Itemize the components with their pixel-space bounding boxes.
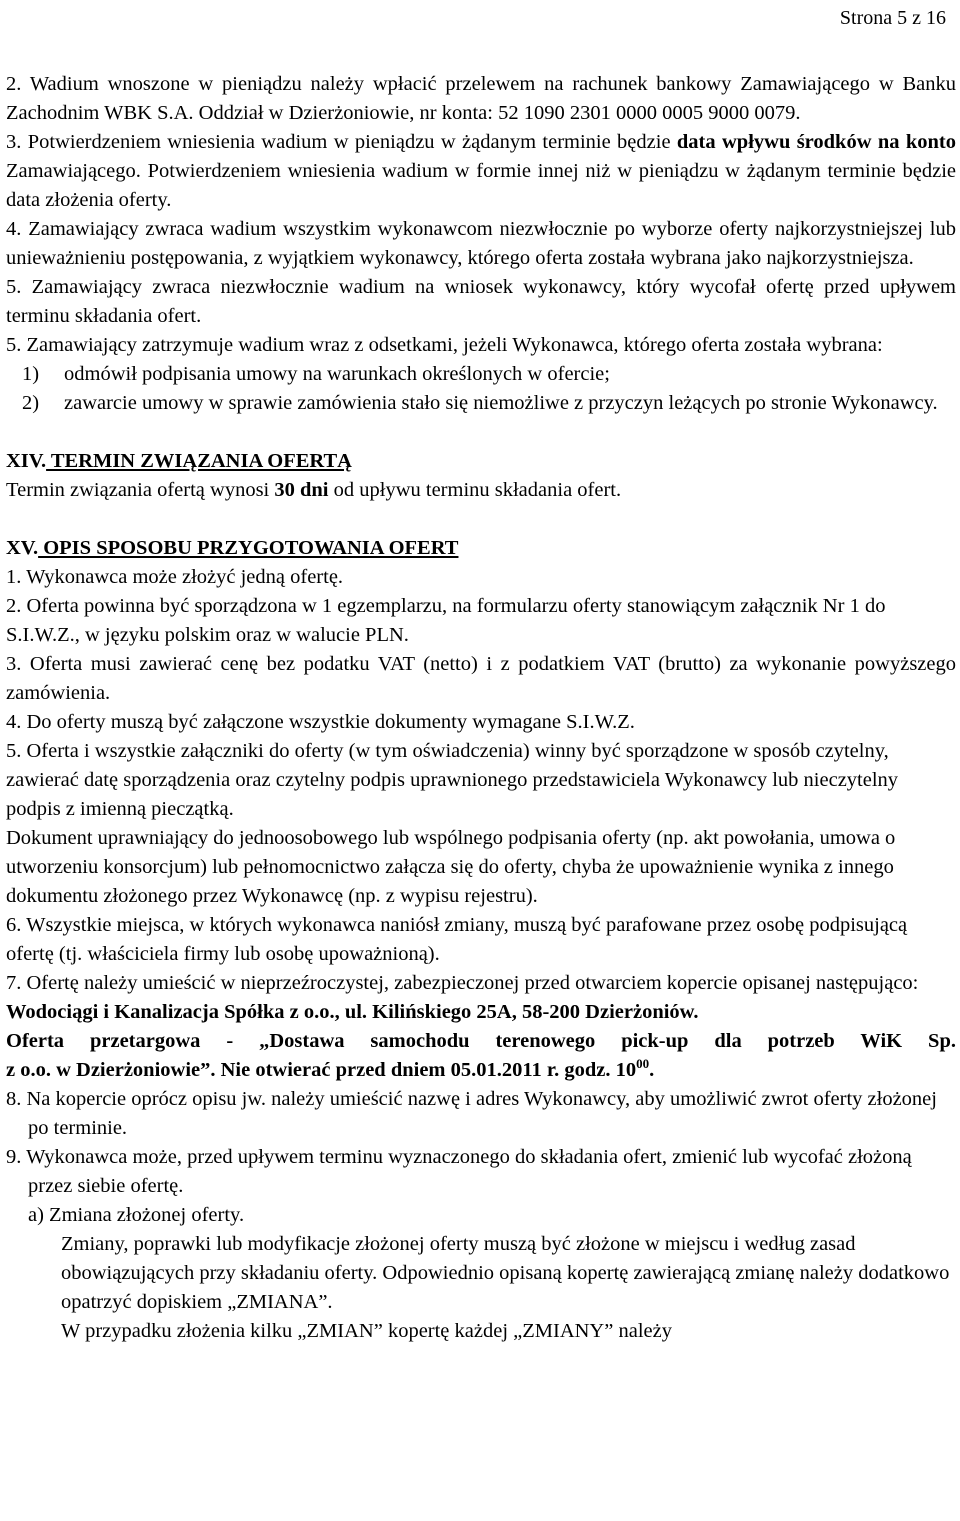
envelope-offer-line-1: Oferta przetargowa - „Dostawa samochodu terenowego pick-up dla potrzeb WiK Sp. [6,1030,956,1052]
section-15-point-8: 8. Na kopercie oprócz opisu jw. należy umieścić nazwę i adres Wykonawcy, aby umożliwić zwrot oferty złożonej po terminie. [6,1088,937,1139]
wadium-point-5b: 5. Zamawiający zatrzymuje wadium wraz z odsetkami, jeżeli Wykonawca, którego oferta została wybrana: [6,334,883,356]
wadium-point-4: 4. Zamawiający zwraca wadium wszystkim wykonawcom niezwłocznie po wyborze oferty najkorzystniejszej lub unieważnieniu postępowania, z wyjątkiem wykonawcy, którego oferta została wybrana jako najkorzystniejsza. [6,218,956,269]
list-item-text: zawarcie umowy w sprawie zamówienia stało się niemożliwe z przyczyn leżących po stronie Wykonawcy. [64,392,938,414]
section-14-number: XIV. [6,450,47,472]
section-14-text-c: od upływu terminu składania ofert. [328,479,622,501]
wadium-list-item-2 [6,389,956,418]
list-item-number: 1) [22,363,40,385]
section-14-title: TERMIN ZWIĄZANIA OFERTĄ [46,450,352,472]
section-14-text [6,476,956,505]
section-15-point-2: 2. Oferta powinna być sporządzona w 1 egzemplarzu, na formularzu oferty stanowiącym załącznik Nr 1 do S.I.W.Z., w języku polskim oraz w walucie PLN. [6,595,886,646]
section-15-point-9a-last: W przypadku złożenia kilku „ZMIAN” kopertę każdej „ZMIANY” należy [61,1320,672,1342]
wadium-list-item-1 [6,360,956,389]
section-15-number: XV. [6,537,39,559]
section-15-point-9a: a) Zmiana złożonej oferty. [28,1204,245,1226]
section-14-text-a: Termin związania ofertą wynosi [6,479,275,501]
wadium-point-3-text-a: 3. Potwierdzeniem wniesienia wadium w pieniądzu w żądanym terminie będzie [6,131,677,153]
section-15-point-3: 3. Oferta musi zawierać cenę bez podatku VAT (netto) i z podatkiem VAT (brutto) za wykonanie powyższego zamówienia. [6,653,956,704]
envelope-offer-end: . [649,1059,655,1081]
section-14-days: 30 dni [274,479,329,501]
section-14-heading [6,447,956,476]
section-15-point-5-document: Dokument uprawniający do jednoosobowego lub wspólnego podpisania oferty (np. akt powołania, umowa o utworzeniu konsorcjum) lub pełnomocnictwo załącza się do oferty, chyba że upoważnienie wynika z innego dokumentu złożonego przez Wykonawcę (np. z wypisu rejestru). [6,827,896,907]
list-item-number: 2) [22,392,40,414]
section-15-title: OPIS SPOSOBU PRZYGOTOWANIA OFERT [38,537,459,559]
section-15-point-9: 9. Wykonawca może, przed upływem terminu wyznaczonego do składania ofert, zmienić lub wycofać złożoną przez siebie ofertę. [6,1146,912,1197]
wadium-point-3-text-c: Zamawiającego. Potwierdzeniem wniesienia wadium w formie innej niż w pieniądzu w żądanym terminie będzie data złożenia oferty. [6,160,956,211]
section-15-heading [6,534,956,563]
list-item-text: odmówił podpisania umowy na warunkach określonych w ofercie; [64,363,610,385]
section-15-point-5: 5. Oferta i wszystkie załączniki do oferty (w tym oświadczenia) winny być sporządzone w sposób czytelny, zawierać datę sporządzenia oraz czytelny podpis uprawnionego przedstawiciela Wykonawcy lub nieczytelny podpis z imienną pieczątką. [6,740,899,820]
section-15-point-9a-text: Zmiany, poprawki lub modyfikacje złożonej oferty muszą być złożone w miejscu i według zasad obowiązujących przy składaniu oferty. Odpowiednio opisaną kopertę zawierającą zmianę należy dodatkowo opatrzyć dopiskiem „ZMIANA”. [61,1233,950,1313]
document-body [6,70,956,1346]
envelope-offer-minutes: 00 [636,1056,650,1072]
section-15-point-1: 1. Wykonawca może złożyć jedną ofertę. [6,566,344,588]
section-15-point-7: 7. Ofertę należy umieścić w nieprzeźroczystej, zabezpieczonej przed otwarciem kopercie opisanej następująco: [6,972,919,994]
wadium-point-2: 2. Wadium wnoszone w pieniądzu należy wpłacić przelewem na rachunek bankowy Zamawiającego w Banku Zachodnim WBK S.A. Oddział w Dzierżoniowie, nr konta: 52 1090 2301 0000 0005 9000 0079. [6,73,956,124]
envelope-offer-line-2 [6,1056,956,1085]
page-number: Strona 5 z 16 [839,7,946,29]
envelope-offer-date: z o.o. w Dzierżoniowie”. Nie otwierać przed dniem 05.01.2011 r. godz. 10 [6,1059,637,1081]
wadium-point-5: 5. Zamawiający zwraca niezwłocznie wadium na wniosek wykonawcy, który wycofał ofertę przed upływem terminu składania ofert. [6,276,956,327]
section-15-point-4: 4. Do oferty muszą być załączone wszystkie dokumenty wymagane S.I.W.Z. [6,711,635,733]
section-15-point-6: 6. Wszystkie miejsca, w których wykonawca naniósł zmiany, muszą być parafowane przez osobę podpisującą ofertę (tj. właściciela firmy lub osobę upoważnioną). [6,914,908,965]
envelope-address: Wodociągi i Kanalizacja Spółka z o.o., ul. Kilińskiego 25A, 58-200 Dzierżoniów. [6,1001,699,1023]
wadium-point-3 [6,128,956,215]
wadium-point-3-bold: data wpływu środków na konto [676,131,956,153]
